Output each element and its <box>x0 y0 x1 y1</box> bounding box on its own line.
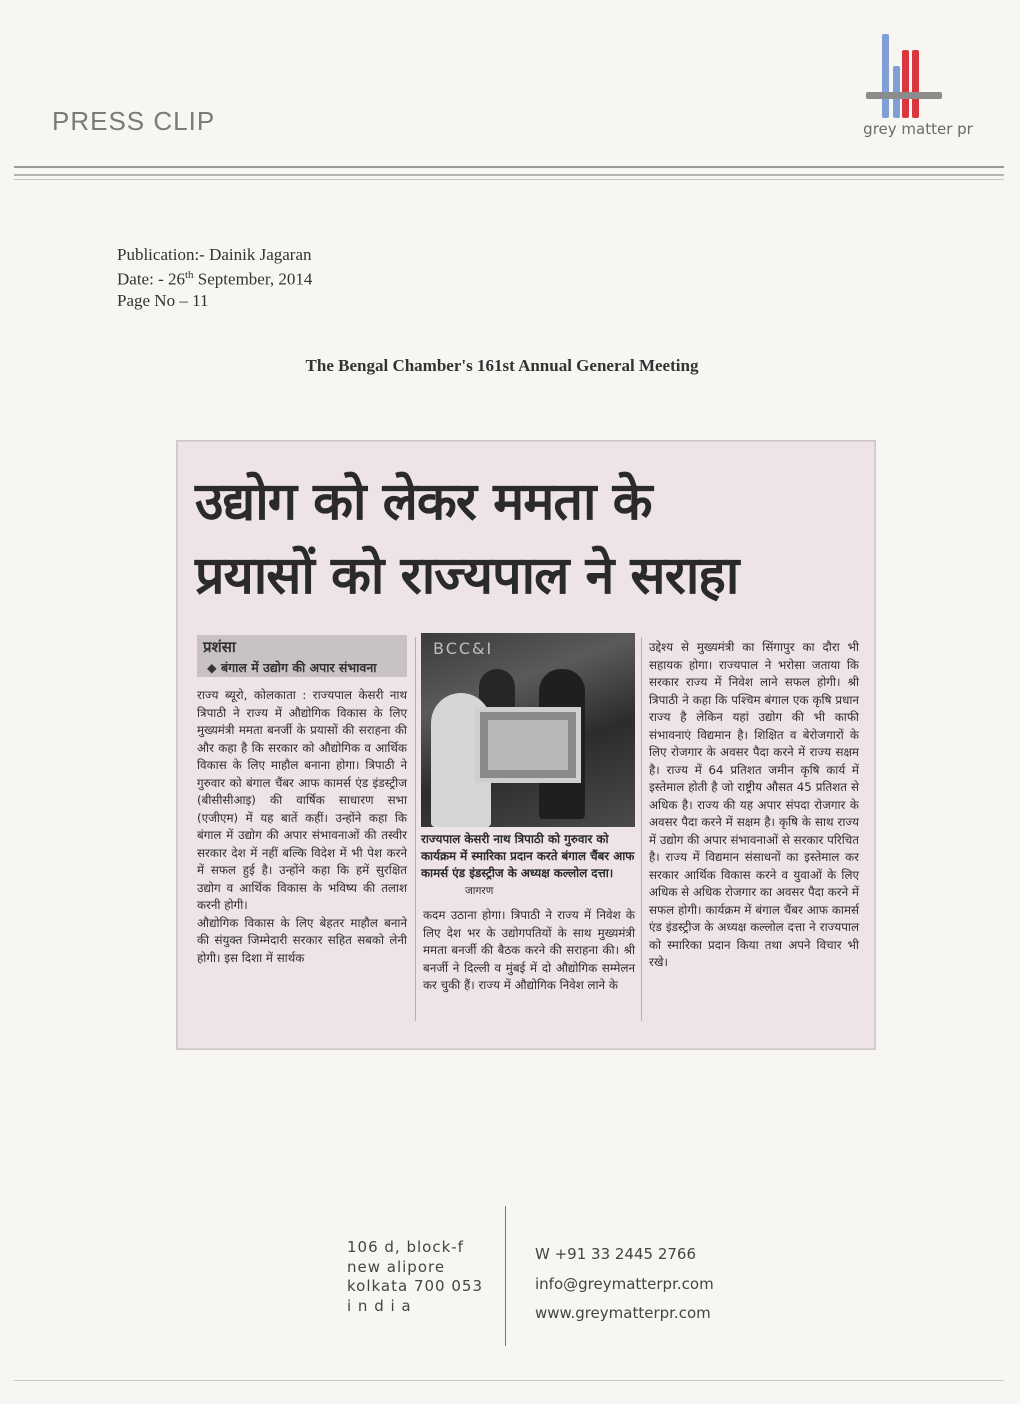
headline-line-2: प्रयासों को राज्यपाल ने सराहा <box>195 546 739 606</box>
address-line: 106 d, block-f <box>347 1238 464 1256</box>
newspaper-clipping <box>176 440 876 1050</box>
article-kicker-sub: ◆ बंगाल में उद्योग की अपार संभावना <box>207 660 377 675</box>
header-rule <box>14 166 1004 168</box>
column-1-paragraph: राज्य ब्यूरो, कोलकाता : राज्यपाल केसरी नाथ त्रिपाठी ने राज्य में औद्योगिक विकास के लिए मुख्यमंत्री ममता बनर्जी के प्रयासों की सराहना की और कहा है कि सरकार को औद्योगिक व आर्थिक विकास के लिए माहौल बनाना होगा। त्रिपाठी ने गुरुवार को बंगाल चैंबर आफ कामर्स एंड इंडस्ट्रीज (बीसीसीआइ) की वार्षिक साधारण सभा (एजीएम) में यह बातें कहीं। उन्होंने कहा कि बंगाल में उद्योग की अपार संभावनाओं की तस्वीर सरकार देश में नहीं बल्कि विदेश में भी पेश करने में सफल हुई है। उन्होंने कहा कि हमें सुरक्षित उद्योग व आर्थिक विकास के भविष्य की तलाश करनी होगी। <box>197 688 407 912</box>
article-headline <box>195 465 865 613</box>
photo-memento-frame <box>475 707 581 783</box>
column-1-paragraph: औद्योगिक विकास के लिए बेहतर माहौल बनाने की संयुक्त जिम्मेदारी सरकार सहित सबको लेनी होगी। इस दिशा में सार्थक <box>197 915 407 965</box>
column-divider <box>415 637 416 1021</box>
header-rule <box>14 174 1004 176</box>
photo-caption <box>421 831 635 900</box>
article-photo <box>421 633 635 827</box>
grey-matter-logo <box>862 30 972 140</box>
logo-red-bar-2 <box>912 50 919 118</box>
logo-text: grey matter pr <box>863 120 973 138</box>
footer-divider <box>505 1206 506 1346</box>
footer-website[interactable]: www.greymatterpr.com <box>535 1304 711 1322</box>
address-line: kolkata 700 053 <box>347 1277 483 1295</box>
footer-email[interactable]: info@greymatterpr.com <box>535 1274 714 1293</box>
press-clip-label: PRESS CLIP <box>52 106 216 136</box>
footer-phone: W +91 33 2445 2766 <box>535 1245 696 1263</box>
article-column-2: कदम उठाना होगा। त्रिपाठी ने राज्य में निवेश के लिए देश भर के उद्योगपतियों के साथ मुख्यमंत्री ममता बनर्जी की बैठक करने की सराहना की। श्री बनर्जी ने दिल्ली व मुंबई में दो औद्योगिक सम्मेलन कर चुकी हैं। राज्य में औद्योगिक निवेश लाने के <box>423 908 635 992</box>
footer-address <box>347 1238 483 1316</box>
address-line: i n d i a <box>347 1296 412 1315</box>
article-column-3: उद्देश्य से मुख्यमंत्री का सिंगापुर का दौरा भी सहायक होगा। राज्यपाल ने भरोसा जताया कि सरकार राज्य में निवेश लाने सफल होगी। श्री त्रिपाठी ने कहा कि पश्चिम बंगाल एक कृषि प्रधान राज्य है लेकिन यहां उद्योग की भी काफी संभावनाएं विद्यमान है। शिक्षित व बेरोजगारों के लिए रोजगार के अवसर पैदा करने में राज्य सक्षम है। राज्य में 64 प्रतिशत जमीन कृषि कार्य में इस्तेमाल होती है जो राष्ट्रीय औसत 45 प्रतिशत से अधिक है। राज्य की यह अपार संपदा रोजगार के अवसर पैदा करने में सक्षम है। कृषि के साथ राज्य में उद्योग की अपार संभावनाओं से सरकार परिचित है। राज्य में विद्यमान संसाधनों का इस्तेमाल कर सरकार आर्थिक विकास करने व युवाओं के लिए अधिक से अधिक रोजगार का अवसर पैदा करने में सफल होगी। कार्यक्रम में बंगाल चैंबर आफ कामर्स एंड इंडस्ट्रीज के अध्यक्ष कल्लोल दत्ता ने राज्यपाल को स्मारिका प्रदान किया तथा अपने विचार भी रखे। <box>649 640 859 969</box>
address-line: new alipore <box>347 1257 446 1276</box>
article-column-1 <box>197 687 407 967</box>
clip-title: The Bengal Chamber's 161st Annual General Meeting <box>305 356 699 375</box>
caption-text: राज्यपाल केसरी नाथ त्रिपाठी को गुरुवार को कार्यक्रम में स्मारिका प्रदान करते बंगाल चैंबर आफ कामर्स एंड इंडस्ट्रीज के अध्यक्ष कल्लोल दत्ता। <box>421 832 635 880</box>
caption-credit: जागरण <box>465 885 494 897</box>
header-rule <box>14 179 1004 180</box>
column-divider <box>641 637 642 1021</box>
article-kicker: प्रशंसा <box>203 638 236 656</box>
publication-line: Publication:- Dainik Jagaran <box>117 245 312 264</box>
date-line: Date: - 26th September, 2014 <box>117 269 313 289</box>
footer-contact <box>535 1240 714 1329</box>
headline-line-1: उद्योग को लेकर ममता के <box>195 472 652 532</box>
logo-grey-bar <box>866 92 942 99</box>
bottom-rule <box>14 1380 1004 1381</box>
logo-blue-bar-1 <box>882 34 889 118</box>
photo-backdrop-text: BCC&I <box>433 639 494 658</box>
page-line: Page No – 11 <box>117 290 209 310</box>
logo-red-bar-1 <box>902 50 909 118</box>
clip-meta <box>117 244 312 311</box>
